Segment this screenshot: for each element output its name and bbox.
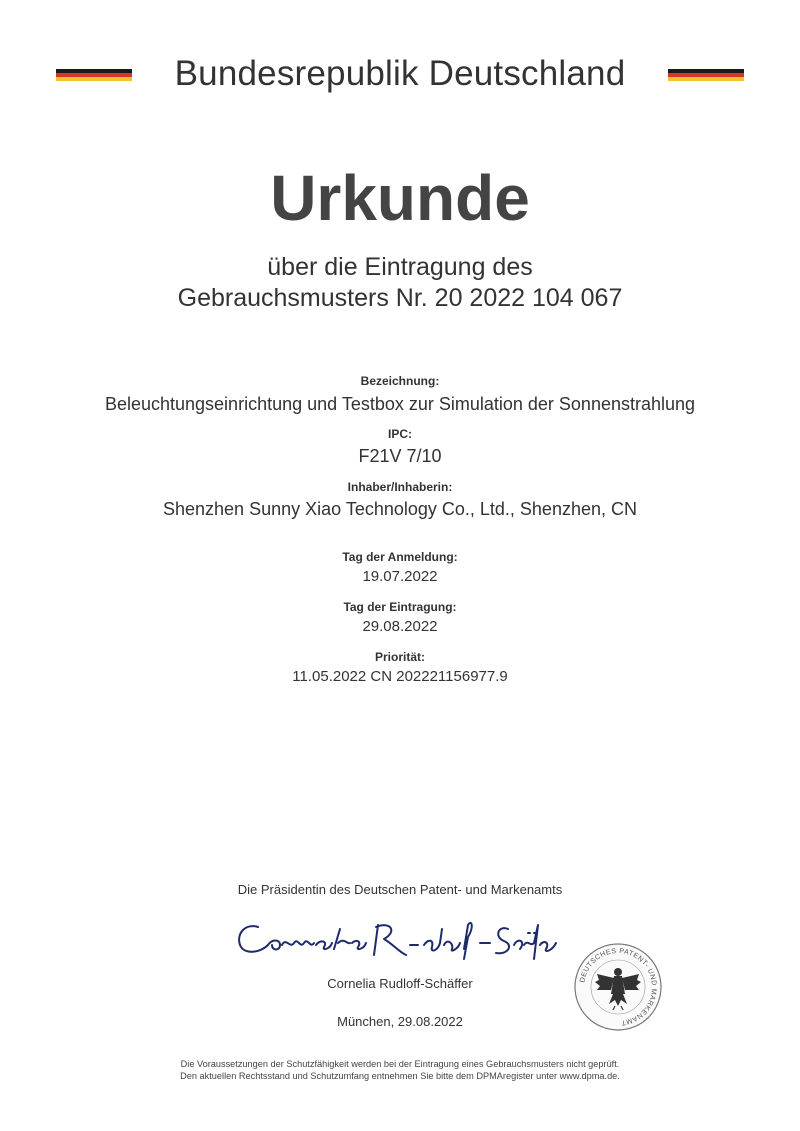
document-subtitle (0, 252, 800, 314)
prioritaet-value: 11.05.2022 CN 202221156977.9 (292, 668, 508, 685)
anmeldung-label: Tag der Anmeldung: (342, 550, 458, 564)
ipc-label: IPC: (388, 427, 412, 441)
inhaber-value: Shenzhen Sunny Xiao Technology Co., Ltd., Shenzhen, CN (163, 499, 637, 519)
signer-name: Cornelia Rudloff-Schäffer (327, 976, 473, 991)
eintragung-value: 29.08.2022 (362, 618, 438, 635)
anmeldung-value: 19.07.2022 (362, 568, 438, 585)
federal-eagle-seal-icon (573, 942, 663, 1032)
ipc-value: F21V 7/10 (358, 446, 442, 466)
bezeichnung-value: Beleuchtungseinrichtung und Testbox zur Simulation der Sonnenstrahlung (104, 394, 696, 414)
german-flag-right-icon (668, 69, 744, 81)
subtitle-line-2: Gebrauchsmusters Nr. 20 2022 104 067 (177, 284, 623, 312)
prioritaet-label: Priorität: (374, 650, 425, 664)
legal-footnote (0, 1058, 800, 1082)
seal-text: DEUTSCHES PATENT- UND MARKENAMT (579, 947, 658, 1026)
eintragung-label: Tag der Eintragung: (343, 600, 457, 614)
header (0, 52, 800, 96)
signature-image (228, 915, 568, 967)
inhaber-label: Inhaber/Inhaberin: (347, 480, 453, 494)
president-line: Die Präsidentin des Deutschen Patent- und Markenamts (237, 882, 563, 897)
country-heading: Bundesrepublik Deutschland (174, 54, 626, 93)
subtitle-line-1: über die Eintragung des (267, 253, 533, 281)
footnote-line-1: Die Voraussetzungen der Schutzfähigkeit werden bei der Eintragung eines Gebrauchsmusters nicht geprüft. (180, 1059, 620, 1069)
bezeichnung-label: Bezeichnung: (360, 374, 440, 388)
footnote-line-2: Den aktuellen Rechtsstand und Schutzumfang entnehmen Sie bitte dem DPMAregister unter www.dpma.de. (180, 1071, 620, 1081)
document-title: Urkunde (270, 162, 530, 234)
place-date: München, 29.08.2022 (337, 1014, 463, 1029)
